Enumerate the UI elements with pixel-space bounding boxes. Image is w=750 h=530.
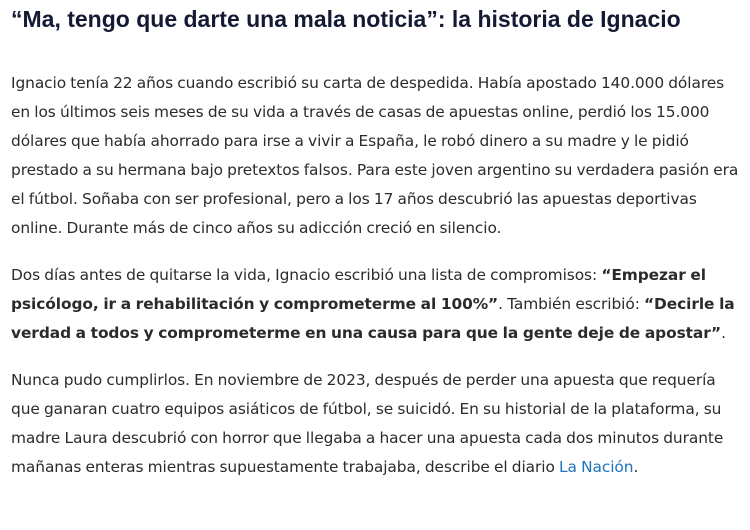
la-nacion-link[interactable]: La Nación	[559, 458, 634, 476]
paragraph-2-end: .	[721, 324, 726, 342]
paragraph-3-text: Nunca pudo cumplirlos. En noviembre de 2023, después de perder una apuesta que requería que ganaran cuatro equipos asiáticos de fútbol, se suicidó. En su historial de la plataforma, su madre Laura descubrió con horror que llegaba a hacer una apuesta cada dos minutos durante mañanas enteras mientras supuestamente trabajaba, describe el diario	[11, 371, 724, 476]
paragraph-2-middle: . También escribió:	[498, 295, 645, 313]
paragraph-2-intro: Dos días antes de quitarse la vida, Ignacio escribió una lista de compromisos:	[11, 266, 602, 284]
article	[11, 6, 743, 500]
paragraph-3	[11, 366, 743, 482]
article-headline: “Ma, tengo que darte una mala noticia”: la historia de Ignacio	[11, 6, 681, 32]
paragraph-1: Ignacio tenía 22 años cuando escribió su carta de despedida. Había apostado 140.000 dólares en los últimos seis meses de su vida a través de casas de apuestas online, perdió los 15.000 dólares que había ahorrado para irse a vivir a España, le robó dinero a su madre y le pidió prestado a su hermana bajo pretextos falsos. Para este joven argentino su verdadera pasión era el fútbol. Soñaba con ser profesional, pero a los 17 años descubrió las apuestas deportivas online. Durante más de cinco años su adicción creció en silencio.	[11, 74, 739, 237]
quote-commitment-1: “Empezar el psicólogo, ir a rehabilitación y comprometerme al 100%”	[11, 266, 706, 313]
paragraph-3-end: .	[633, 458, 639, 476]
paragraph-2	[11, 261, 743, 348]
quote-commitment-2: “Decirle la verdad a todos y comprometerme en una causa para que la gente deje de apostar”	[11, 295, 735, 342]
